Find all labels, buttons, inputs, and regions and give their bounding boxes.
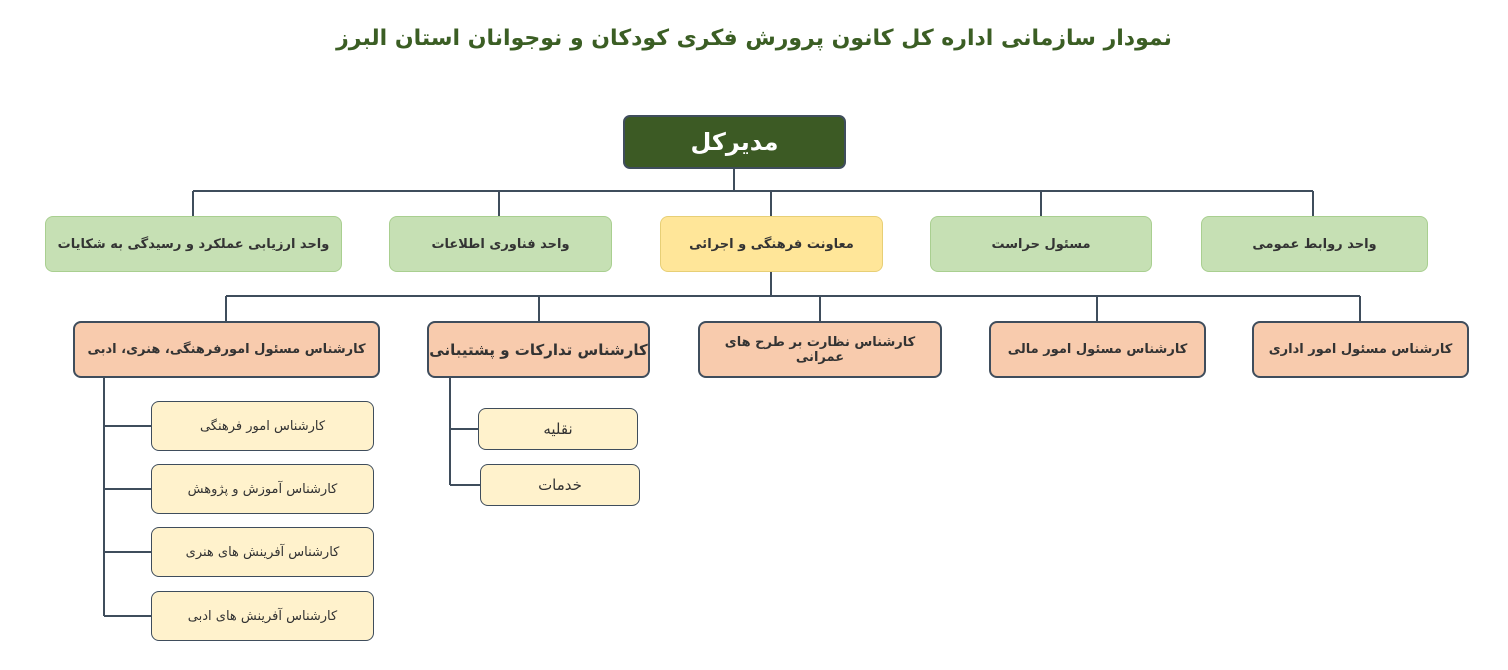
cultural-sub-culture-box: کارشناس امور فرهنگی [151,401,374,451]
procurement-expert-box: کارشناس تدارکات و پشتیبانی [427,321,650,378]
cultural-sub-education-box: کارشناس آموزش و پژوهش [151,464,374,514]
general-director-box: مدیرکل [623,115,846,169]
chart-title: نمودار سازمانی اداره کل کانون پرورش فکری کودکان و نوجوانان استان البرز [336,26,1172,51]
cultural-sub-art-box: کارشناس آفرینش های هنری [151,527,374,577]
cultural-sub-literature-box: کارشناس آفرینش های ادبی [151,591,374,641]
cultural-deputy-box: معاونت فرهنگی و اجرائی [660,216,883,272]
cultural-expert-box: کارشناس مسئول امورفرهنگی، هنری، ادبی [73,321,380,378]
evaluation-unit-box: واحد ارزیابی عملکرد و رسیدگی به شکایات [45,216,342,272]
construction-expert-box: کارشناس نظارت بر طرح های عمرانی [698,321,942,378]
admin-expert-box: کارشناس مسئول امور اداری [1252,321,1469,378]
public-relations-unit-box: واحد روابط عمومی [1201,216,1428,272]
procurement-sub-services-box: خدمات [480,464,640,506]
finance-expert-box: کارشناس مسئول امور مالی [989,321,1206,378]
security-officer-box: مسئول حراست [930,216,1152,272]
it-unit-box: واحد فناوری اطلاعات [389,216,612,272]
procurement-sub-transport-box: نقلیه [478,408,638,450]
